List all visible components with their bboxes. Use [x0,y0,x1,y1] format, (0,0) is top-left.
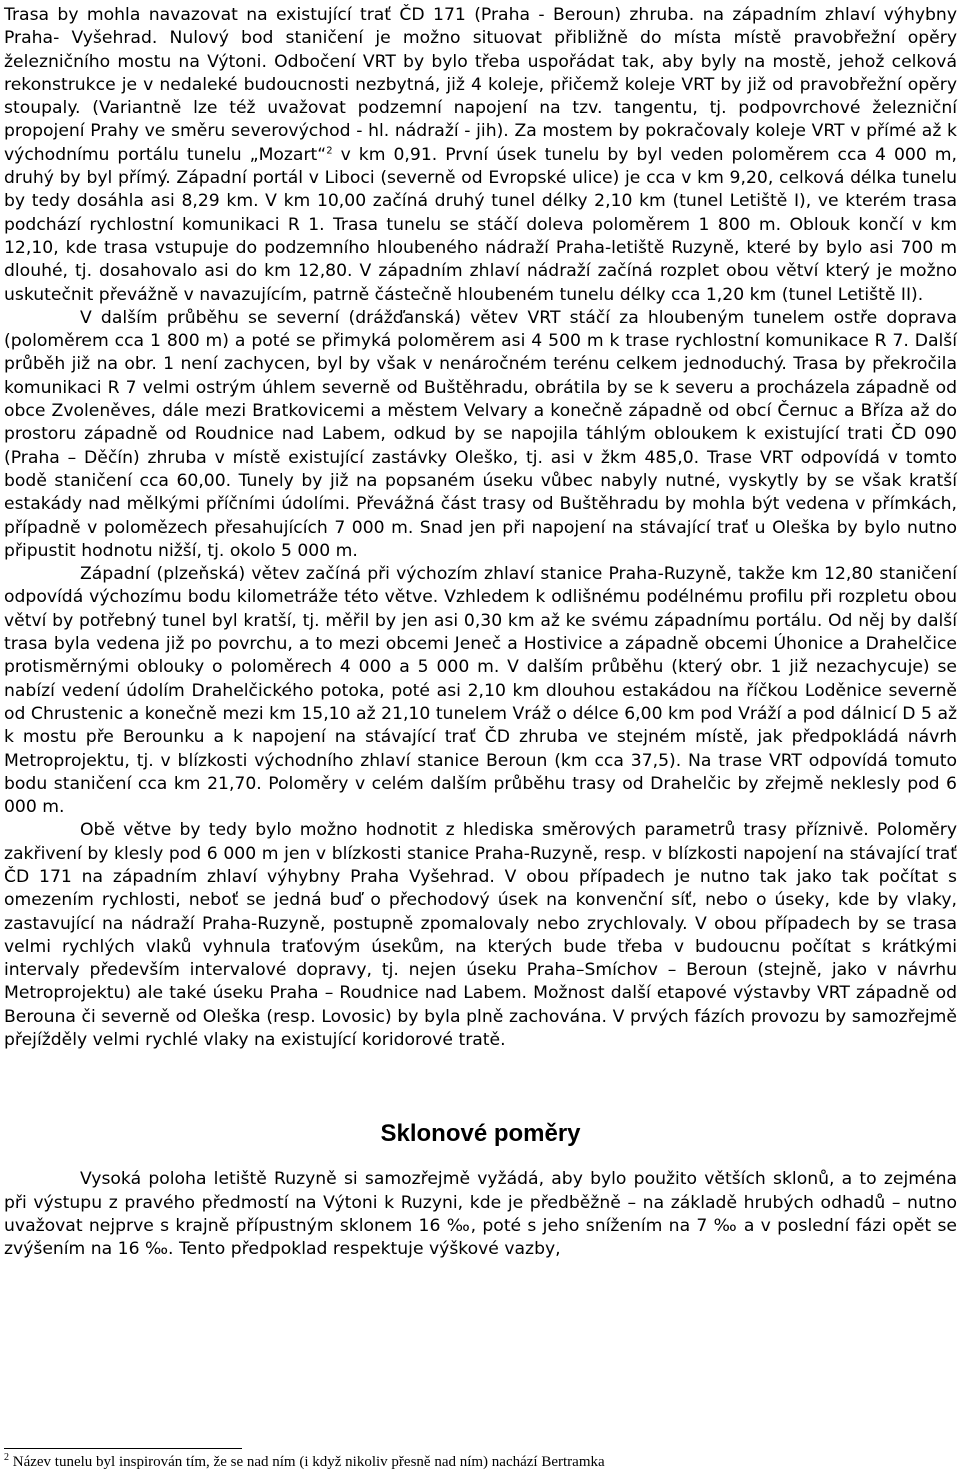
paragraph-4: Obě větve by tedy bylo možno hodnotit z hlediska směrových parametrů trasy příznivě. Poloměry zakřivení by klesly pod 6 000 m jen v blízkosti stanice Praha-Ruzyně, resp. v blízkosti napojení na stávající trať ČD 171 na západním zhlaví výhybny Praha Vyšehrad. V obou případech je nutno tak jako tak počítat s omezením rychlosti, neboť se jedná buď o přechodový úsek na konvenční síť, nebo o úseky, kde by vlaky, zastavující na nádraží Praha-Ruzyně, postupně zpomalovaly nebo zrychlovaly. V obou případech by se trasa velmi rychlých vlaků vyhnula traťovým úsekům, na kterých bude třeba v budoucnu počítat s krátkými intervaly především intervalové dopravy, tj. nejen úseku Praha–Smíchov – Beroun (stejně, jako v návrhu Metroprojektu) ale také úseku Praha – Roudnice nad Labem. Možnost další etapové výstavby VRT západně od Berouna či severně od Oleška (resp. Lovosic) by byla plně zachována. V prvých fázích provozu by samozřejmě přejížděly velmi rychlé vlaky na existující koridorové tratě. [4,820,957,1051]
paragraph-2: V dalším průběhu se severní (drážďanská) větev VRT stáčí za hloubeným tunelem ostře doprava (poloměrem cca 1 800 m) a poté se přimyká poloměrem asi 4 500 m k trase rychlostní komunikace R 7. Další průběh již na obr. 1 není zachycen, byl by však v nenáročném terénu celkem jednoduchý. Trasa by překročila komunikaci R 7 velmi ostrým úhlem severně od Buštěhradu, obrátila by se k severu a procházela západně od obce Zvoleněves, dále mezi Bratkovicemi a městem Velvary a konečně západně od obcí Černuc a Bříza až do prostoru západně od Roudnice nad Labem, odkud by se napojila táhlým obloukem k existující trati ČD 090 (Praha – Děčín) zhruba v místě existující zastávky Oleško, tj. asi v žkm 485,0. Trase VRT odpovídá v tomto bodě staničení cca 60,00. Tunely by již na popsaném úseku vůbec nabyly nutné, vyskytly by se však kratší estakády nad mělkými příčními údolími. Převážná část trasy od Buštěhradu by mohla být vedena v přímkách, případně v polomězech přesahujících 7 000 m. Snad jen při napojení na stávající trať u Oleška by bylo nutno připustit hodnotu nižší, tj. okolo 5 000 m. [4,307,957,561]
footnote-mark: 2 [4,1452,9,1463]
footnote-reference: 2 [326,145,333,157]
paragraph-1-text: Trasa by mohla navazovat na existující trať ČD 171 (Praha - Beroun) zhruba. na západním zhlaví výhybny Praha- Vyšehrad. Nulový bod staničení je možno situovat přibližně do místa místě pravobřežní opěry železničního mostu na Výtoni. Odbočení VRT by bylo třeba uspořádat tak, aby byly na mostě, jehož celková rekonstrukce je v nedaleké budoucnosti nezbytná, již 4 koleje, přičemž koleje VRT by již od pravobřežní opěry stoupaly. (Variantně lze též uvažovat podzemní napojení na tzv. tangentu, tj. podpovrchové železniční propojení Prahy ve směru severovýchod - hl. nádraží - jih). Za mostem by pokračovaly koleje VRT v přímé až k východnímu portálu tunelu „Mozart“ [4,5,957,165]
document-page [4,4,957,1262]
paragraph-3: Západní (plzeňská) větev začíná při výchozím zhlaví stanice Praha-Ruzyně, takže km 12,80 staničení odpovídá výchozímu bodu kilometráže této větve. Vzhledem k odlišnému podélnému profilu při rozpletu obou větví by potřebný tunel byl kratší, tj. měřil by jen asi 0,30 km až ke svému západnímu portálu. Od něj by další trasa byla vedena již po povrchu, a to mezi obcemi Jeneč a Hostivice a západně obcemi Úhonice a Drahelčice protisměrnými oblouky o poloměrech 4 000 a 5 000 m. V dalším průběhu (který obr. 1 již nezachycuje) se nabízí vedení údolím Drahelčického potoka, poté asi 2,10 km dlouhou estakádou na říčkou Loděnice severně od Chrustenic a konečně mezi km 15,10 až 21,10 tunelem Vráž o délce 6,00 km pod Vráží a pod dálnicí D 5 až k mostu pře Berounku a k napojení na stávající trať ČD zhruba ve stejném místě, jak předpokládá návrh Metroprojektu, tj. v blízkosti východního zhlaví stanice Beroun (km cca 37,5). Na trase VRT odpovídá tomuto bodu staničení cca km 21,70. Poloměry v celém dalším průběhu trasy od Drahelčic by zřejmě neklesly pod 6 000 m. [4,564,957,818]
paragraph-1-text-continued: v km 0,91. První úsek tunelu by byl veden poloměrem cca 4 000 m, druhý by byl přímý. Západní portál v Liboci (severně od Evropské ulice) je cca v km 9,20, celková délka tunelu by tedy dosáhla asi 8,29 km. V km 10,00 začíná druhý tunel délky 2,10 km (tunel Letiště I), ve kterém trasa podchází rychlostní komunikaci R 1. Trasa tunelu se stáčí doleva poloměrem 1 800 m. Oblouk končí v km 12,10, kde trasa vstupuje do podzemního hloubeného nádraží Praha-letiště Ruzyně, které by bylo asi 700 m dlouhé, tj. dosahovalo asi do km 12,80. V západním zhlaví nádraží začíná rozplet obou větví který je možno uskutečnit převážně v navazujícím, patrně částečně hloubeném tunelu délky cca 1,20 km (tunel Letiště II). [4,144,957,305]
footnote-divider [4,1448,242,1449]
paragraph-1 [4,4,957,307]
footnote [4,1452,954,1472]
section-heading: Sklonové poměry [380,1120,581,1148]
paragraph-5: Vysoká poloha letiště Ruzyně si samozřejmě vyžádá, aby bylo použito větších sklonů, a to zejména při výstupu z pravého předmostí na Výtoni k Ruzyni, kde je předběžně – na základě hrubých odhadů – nutno uvažovat nejprve s krajně přípustným sklonem 16 ‰, poté s jeho snížením na 7 ‰ a v poslední fázi opět se zvýšením na 16 ‰. Tento předpoklad respektuje výškové vazby, [4,1169,957,1260]
footnote-text: Název tunelu byl inspirován tím, že se nad ním (i když nikoliv přesně nad ním) nachází Bertramka [9,1454,605,1470]
